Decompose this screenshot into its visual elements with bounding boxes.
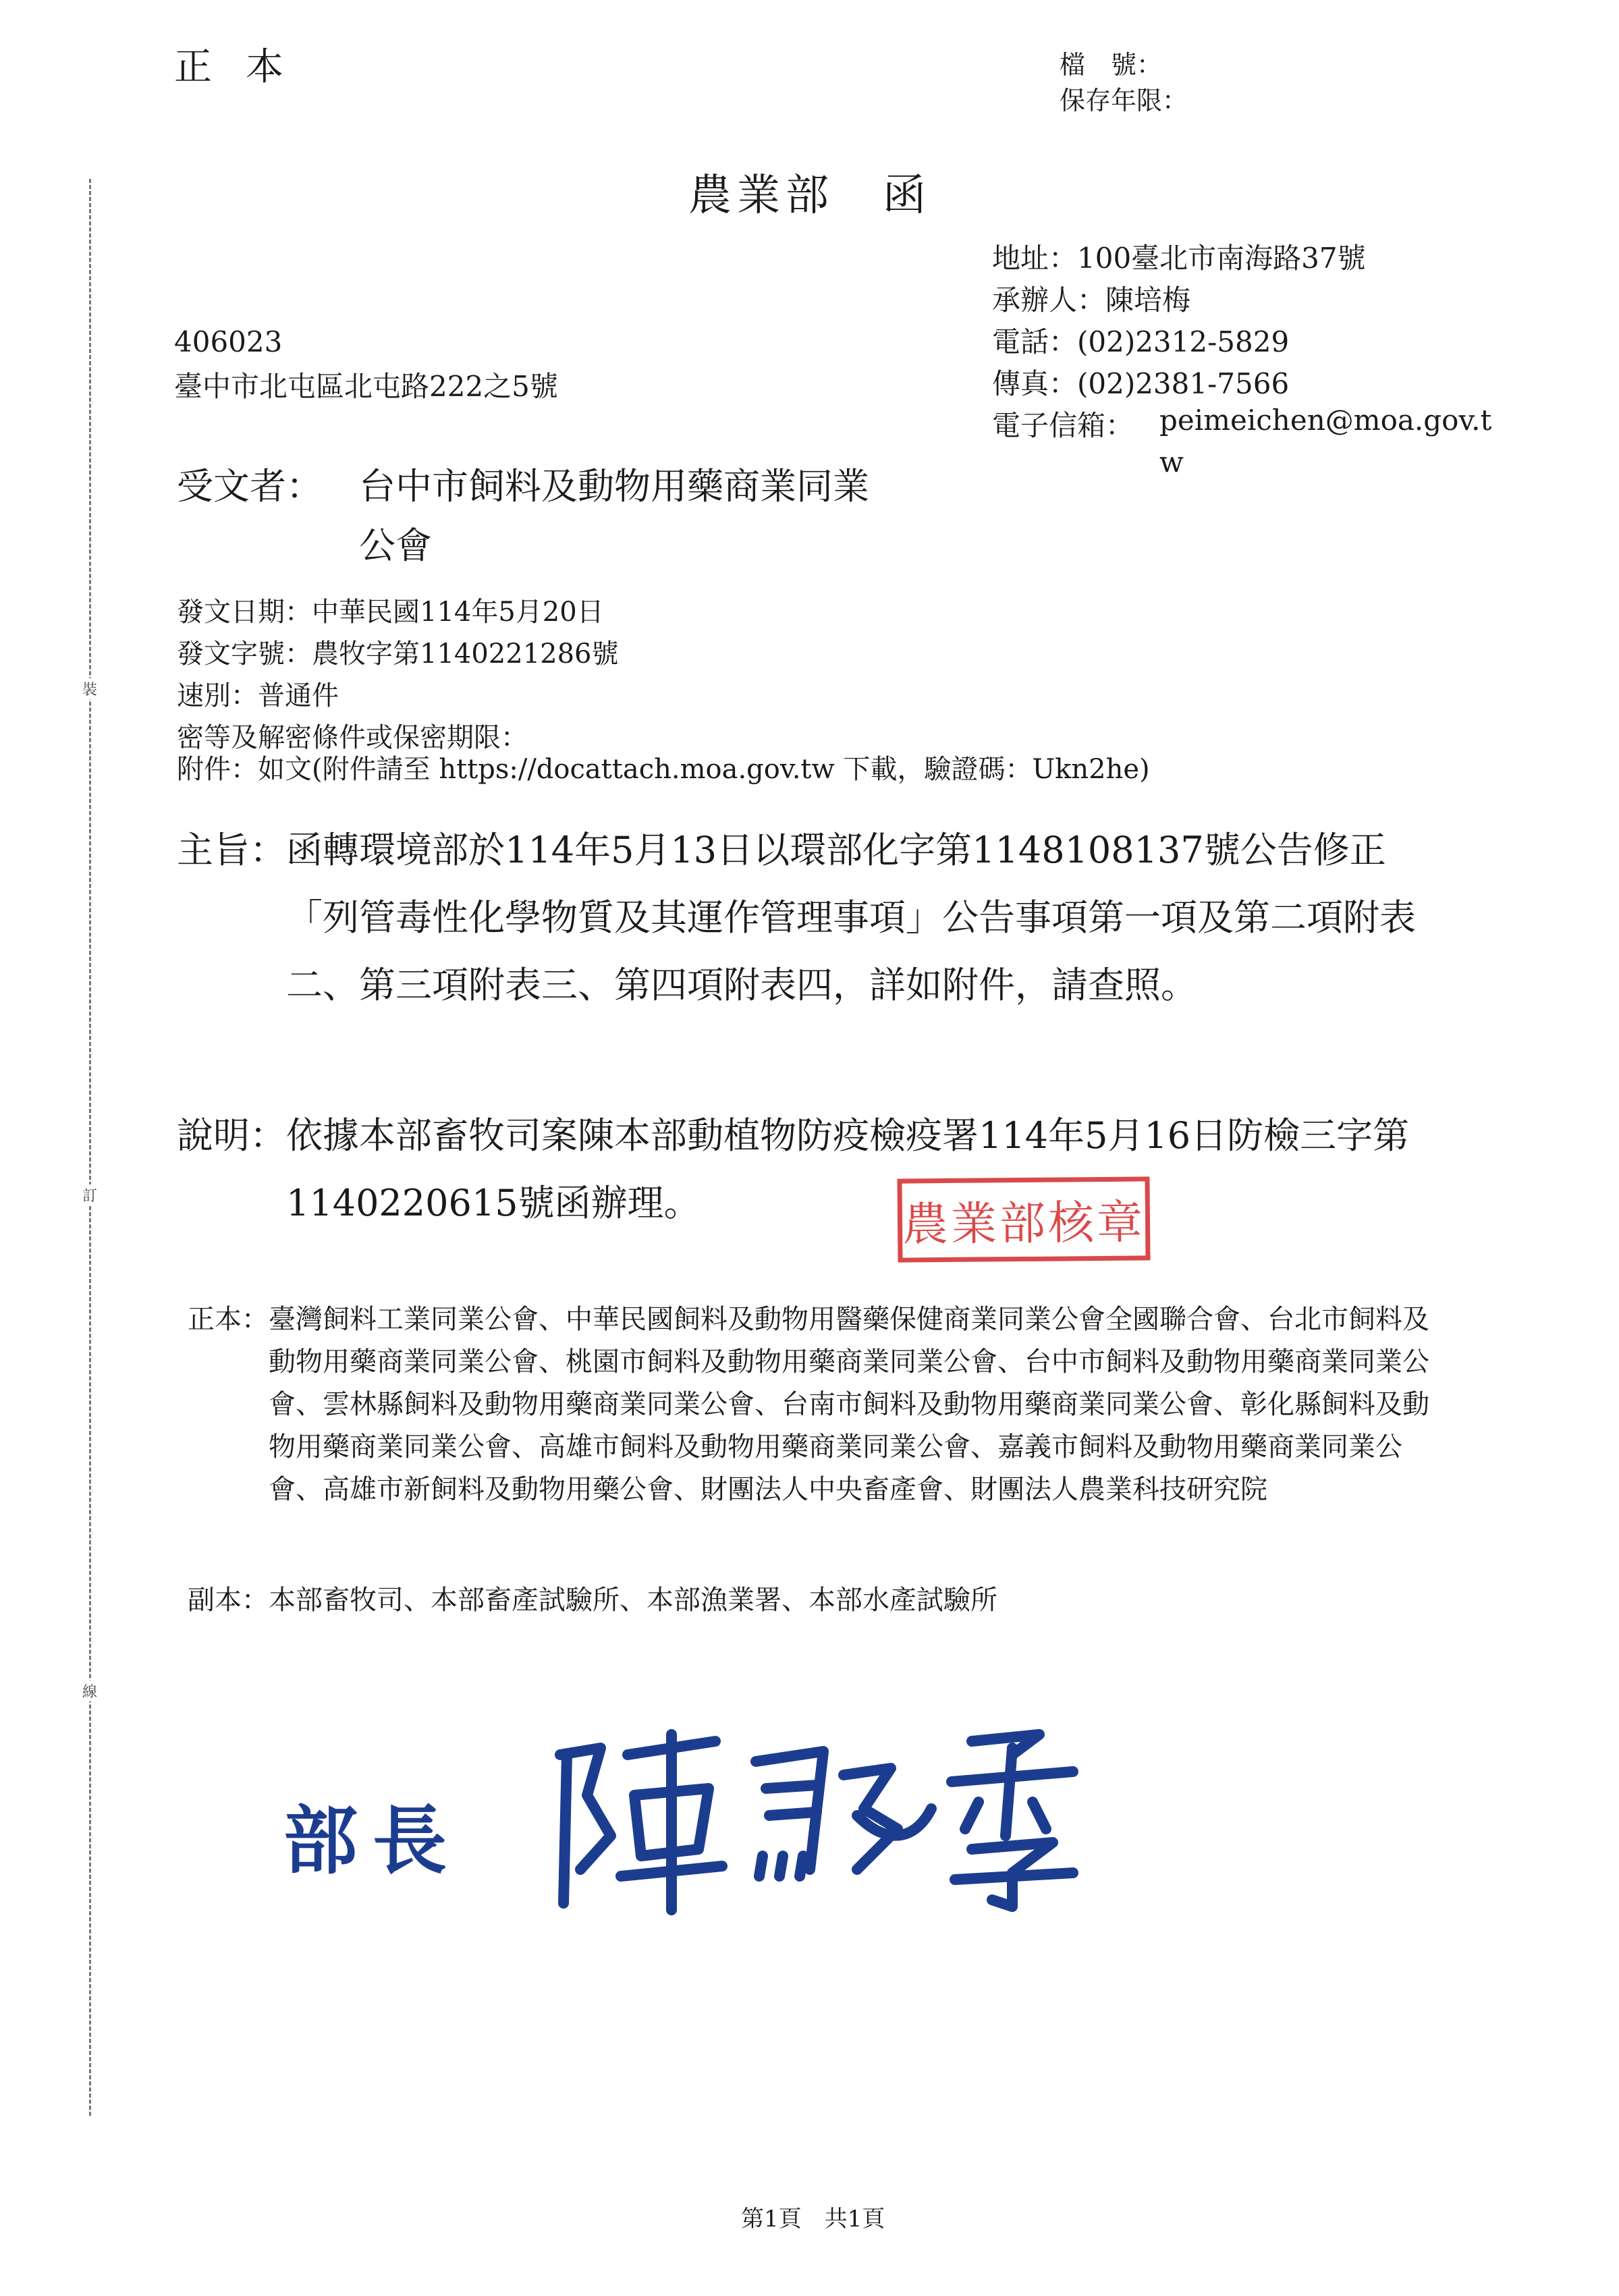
cc-recipients-section <box>188 1579 1477 1622</box>
page-number-footer: 第1頁 共1頁 <box>741 2206 885 2233</box>
main-recipients-section <box>188 1299 1477 1511</box>
recipient-label: 受文者： <box>177 465 323 508</box>
binding-mark-xian: 線 <box>81 1680 99 1701</box>
main-recipients-label: 正本： <box>188 1304 269 1335</box>
delivery-speed: 速別：普通件 <box>177 680 339 711</box>
minister-title: 部長 <box>283 1798 462 1884</box>
binding-mark-ding: 訂 <box>81 1184 99 1205</box>
recipient-postcode: 406023 <box>174 325 283 358</box>
sender-email: peimeichen@moa.gov.t <box>1159 404 1492 437</box>
sender-address: 地址：100臺北市南海路37號 <box>992 242 1366 275</box>
cc-recipients-list: 本部畜牧司、本部畜產試驗所、本部漁業署、本部水產試驗所 <box>269 1585 997 1616</box>
recipient-name-continued: 公會 <box>359 524 432 567</box>
recipient-name: 台中市飼料及動物用藥商業同業 <box>359 465 869 508</box>
sender-email-label: 電子信箱： <box>992 409 1134 442</box>
sender-phone: 電話：(02)2312-5829 <box>992 325 1290 358</box>
subject-text: 函轉環境部於114年5月13日以環部化字第1148108137號公告修正「列管毒性化學物質及其運作管理事項」公告事項第一項及第二項附表二、第三項附表三、第四項附表四，詳如附件，請查照。 <box>286 829 1416 1006</box>
sender-fax: 傳真：(02)2381-7566 <box>992 367 1290 400</box>
attachment-info: 附件：如文(附件請至 https://docattach.moa.gov.tw 下載，驗證碼：Ukn2he) <box>177 754 1150 785</box>
explanation-text: 依據本部畜牧司案陳本部動植物防疫檢疫署114年5月16日防檢三字第1140220615號函辦理。 <box>286 1114 1410 1224</box>
retention-label: 保存年限： <box>1060 86 1188 115</box>
main-recipients-list: 臺灣飼料工業同業公會、中華民國飼料及動物用醫藥保健商業同業公會全國聯合會、台北市飼料及動物用藥商業同業公會、桃園市飼料及動物用藥商業同業公會、台中市飼料及動物用藥商業同業公會、雲林縣飼料及動物用藥商業同業公會、台南市飼料及動物用藥商業同業公會、彰化縣飼料及動物用藥商業同業公會、高雄市飼料及動物用藥商業同業公會、嘉義市飼料及動物用藥商業同業公會、高雄市新飼料及動物用藥公會、財團法人中央畜產會、財團法人農業科技研究院 <box>269 1304 1429 1505</box>
explanation-label: 說明： <box>177 1114 286 1157</box>
sender-handler: 承辦人：陳培梅 <box>992 283 1191 317</box>
file-number-label: 檔 號： <box>1060 50 1163 80</box>
explanation-section <box>177 1102 1500 1237</box>
binding-mark-zhuang: 裝 <box>81 678 99 699</box>
secrecy-level: 密等及解密條件或保密期限： <box>177 722 528 753</box>
official-seal-stamp: 農業部核章 <box>897 1176 1150 1262</box>
binding-line <box>89 179 91 2116</box>
cc-recipients-label: 副本： <box>188 1585 269 1616</box>
sender-email-continued: w <box>1159 445 1184 479</box>
subject-label: 主旨： <box>177 829 286 871</box>
recipient-street: 臺中市北屯區北屯路222之5號 <box>174 370 558 403</box>
copy-type-label: 正本 <box>174 45 317 89</box>
issue-date: 發文日期：中華民國114年5月20日 <box>177 597 604 628</box>
issue-number: 發文字號：農牧字第1140221286號 <box>177 638 619 669</box>
subject-section <box>177 817 1500 1019</box>
document-title: 農業部 函 <box>688 171 931 221</box>
handwritten-signature <box>540 1714 1093 1917</box>
